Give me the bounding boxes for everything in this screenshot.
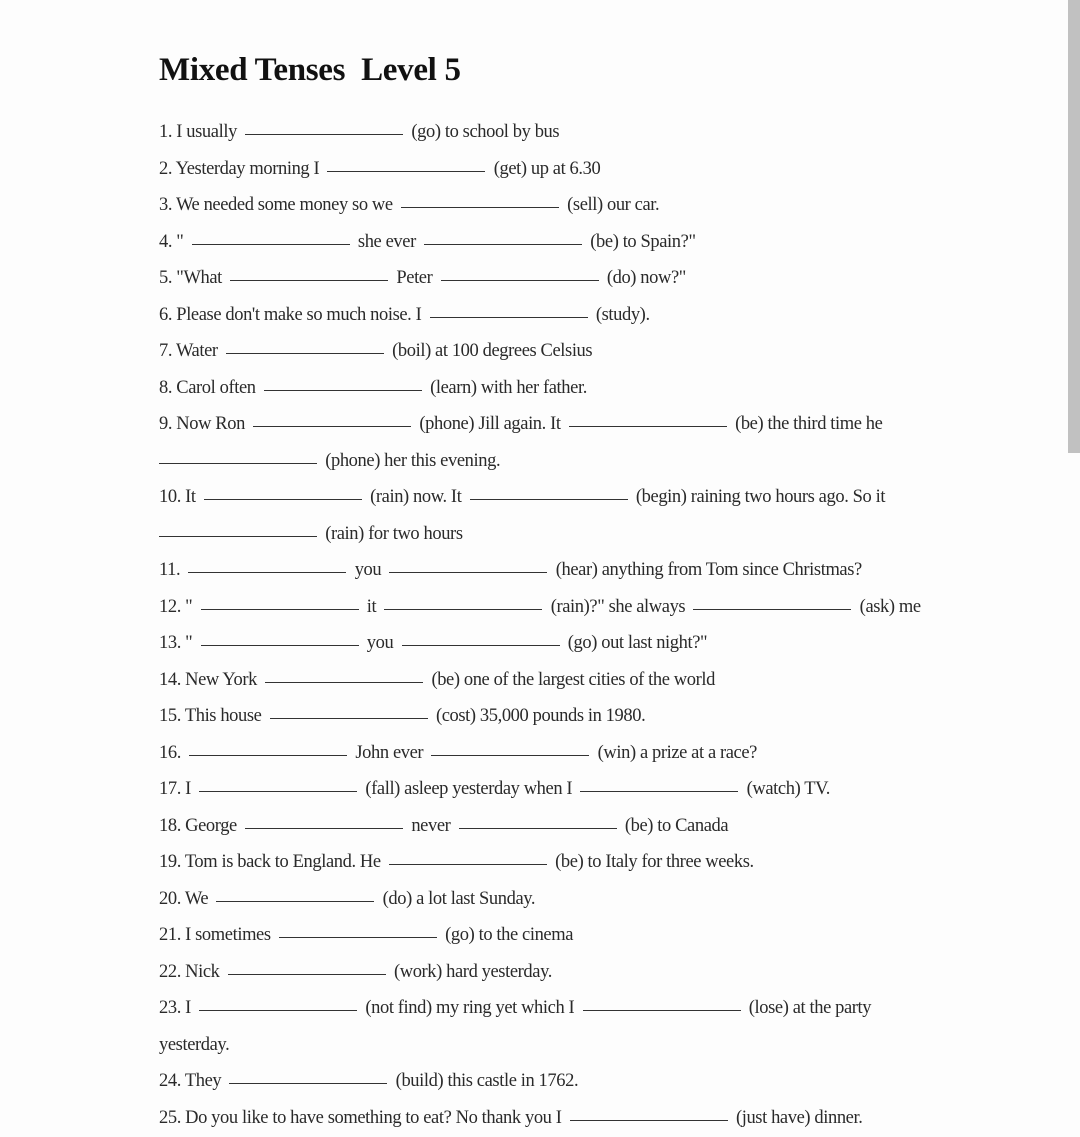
answer-blank[interactable] bbox=[230, 279, 388, 281]
exercise-text: (be) to Italy for three weeks. bbox=[550, 852, 754, 872]
exercise-item bbox=[159, 662, 979, 699]
answer-blank[interactable] bbox=[245, 133, 403, 135]
exercise-item bbox=[159, 917, 979, 954]
exercise-text: 24. They bbox=[159, 1071, 226, 1091]
exercise-text: John ever bbox=[351, 742, 428, 763]
exercise-list bbox=[159, 114, 979, 1136]
exercise-text: 16. bbox=[159, 742, 186, 763]
answer-blank[interactable] bbox=[199, 790, 357, 792]
exercise-text: (learn) with her father. bbox=[425, 377, 587, 398]
exercise-text: (work) hard yesterday. bbox=[389, 961, 552, 982]
exercise-text: (win) a prize at a race? bbox=[593, 742, 757, 763]
answer-blank[interactable] bbox=[389, 571, 547, 573]
exercise-text: 17. I bbox=[159, 779, 196, 799]
exercise-text: (hear) anything from Tom since Christmas? bbox=[551, 560, 862, 580]
answer-blank[interactable] bbox=[470, 498, 628, 500]
exercise-text: (be) to Canada bbox=[620, 815, 729, 836]
answer-blank[interactable] bbox=[229, 1082, 387, 1084]
answer-blank[interactable] bbox=[389, 863, 547, 865]
answer-blank[interactable] bbox=[459, 827, 617, 829]
exercise-text: (do) now?" bbox=[602, 268, 686, 288]
exercise-text: (cost) 35,000 pounds in 1980. bbox=[431, 706, 646, 726]
answer-blank[interactable] bbox=[401, 206, 559, 208]
exercise-text: she ever bbox=[353, 231, 421, 252]
answer-blank[interactable] bbox=[430, 316, 588, 318]
exercise-text: 6. Please don't make so much noise. I bbox=[159, 304, 426, 325]
answer-blank[interactable] bbox=[693, 608, 851, 610]
answer-blank[interactable] bbox=[159, 462, 317, 464]
answer-blank[interactable] bbox=[569, 425, 727, 427]
exercise-text: 13. " bbox=[159, 633, 197, 653]
exercise-text: 20. We bbox=[159, 888, 213, 909]
exercise-text: Peter bbox=[392, 268, 437, 288]
exercise-text: 4. " bbox=[159, 231, 188, 252]
exercise-text: (lose) at the party bbox=[744, 998, 872, 1018]
exercise-text: (go) to the cinema bbox=[440, 925, 574, 945]
exercise-text: (be) the third time he bbox=[730, 414, 883, 434]
exercise-text: 15. This house bbox=[159, 706, 266, 726]
answer-blank[interactable] bbox=[159, 535, 317, 537]
exercise-text: (go) to school by bus bbox=[407, 122, 560, 142]
answer-blank[interactable] bbox=[253, 425, 411, 427]
answer-blank[interactable] bbox=[264, 389, 422, 391]
exercise-text: 12. " bbox=[159, 596, 197, 617]
exercise-text: 25. Do you like to have something to eat? No thank you I bbox=[159, 1107, 566, 1128]
exercise-text: (fall) asleep yesterday when I bbox=[361, 779, 577, 799]
exercise-item bbox=[159, 333, 979, 370]
exercise-text: (be) to Spain?" bbox=[586, 231, 696, 252]
answer-blank[interactable] bbox=[201, 608, 359, 610]
exercise-text: 22. Nick bbox=[159, 961, 224, 982]
answer-blank[interactable] bbox=[188, 571, 346, 573]
answer-blank[interactable] bbox=[580, 790, 738, 792]
exercise-item-continuation bbox=[159, 1027, 979, 1064]
exercise-item bbox=[159, 260, 979, 297]
exercise-item bbox=[159, 844, 979, 881]
exercise-text: (go) out last night?" bbox=[563, 633, 708, 653]
exercise-item-continuation bbox=[159, 516, 979, 553]
answer-blank[interactable] bbox=[201, 644, 359, 646]
exercise-text: (boil) at 100 degrees Celsius bbox=[387, 341, 593, 361]
exercise-item bbox=[159, 881, 979, 918]
answer-blank[interactable] bbox=[226, 352, 384, 354]
answer-blank[interactable] bbox=[192, 243, 350, 245]
exercise-text: you bbox=[350, 560, 386, 580]
exercise-item bbox=[159, 151, 979, 188]
exercise-item bbox=[159, 187, 979, 224]
answer-blank[interactable] bbox=[431, 754, 589, 756]
answer-blank[interactable] bbox=[189, 754, 347, 756]
exercise-text: (sell) our car. bbox=[562, 195, 660, 215]
answer-blank[interactable] bbox=[199, 1009, 357, 1011]
exercise-text: (phone) Jill again. It bbox=[415, 414, 565, 434]
exercise-text: (get) up at 6.30 bbox=[489, 158, 601, 179]
answer-blank[interactable] bbox=[570, 1119, 728, 1121]
exercise-item bbox=[159, 589, 979, 626]
exercise-item bbox=[159, 406, 979, 443]
exercise-text: (do) a lot last Sunday. bbox=[378, 888, 536, 909]
exercise-text: (study). bbox=[591, 304, 650, 325]
answer-blank[interactable] bbox=[441, 279, 599, 281]
exercise-text: 14. New York bbox=[159, 669, 262, 690]
exercise-item bbox=[159, 735, 979, 772]
exercise-text: 1. I usually bbox=[159, 122, 242, 142]
answer-blank[interactable] bbox=[228, 973, 386, 975]
answer-blank[interactable] bbox=[265, 681, 423, 683]
exercise-text: (just have) dinner. bbox=[731, 1107, 863, 1128]
exercise-text: (begin) raining two hours ago. So it bbox=[631, 487, 886, 507]
answer-blank[interactable] bbox=[424, 243, 582, 245]
answer-blank[interactable] bbox=[327, 170, 485, 172]
exercise-text: yesterday. bbox=[159, 1034, 230, 1055]
exercise-text: 23. I bbox=[159, 998, 196, 1018]
exercise-text: (rain) for two hours bbox=[321, 523, 463, 544]
exercise-item bbox=[159, 625, 979, 662]
answer-blank[interactable] bbox=[216, 900, 374, 902]
exercise-item bbox=[159, 698, 979, 735]
exercise-text: (ask) me bbox=[855, 596, 921, 617]
exercise-item bbox=[159, 552, 979, 589]
exercise-text: 8. Carol often bbox=[159, 377, 260, 398]
worksheet-title: Mixed Tenses Level 5 bbox=[159, 52, 461, 88]
exercise-text: 18. George bbox=[159, 815, 242, 836]
exercise-text: it bbox=[362, 596, 381, 617]
exercise-text: (build) this castle in 1762. bbox=[391, 1071, 579, 1091]
exercise-item bbox=[159, 479, 979, 516]
answer-blank[interactable] bbox=[402, 644, 560, 646]
answer-blank[interactable] bbox=[270, 717, 428, 719]
exercise-text: 5. "What bbox=[159, 268, 227, 288]
exercise-text: 19. Tom is back to England. He bbox=[159, 852, 385, 872]
exercise-text: (phone) her this evening. bbox=[321, 450, 501, 471]
answer-blank[interactable] bbox=[384, 608, 542, 610]
exercise-text: (rain) now. It bbox=[365, 487, 466, 507]
exercise-item bbox=[159, 808, 979, 845]
exercise-item bbox=[159, 114, 979, 151]
exercise-text: (be) one of the largest cities of the world bbox=[427, 669, 715, 690]
exercise-text: (not find) my ring yet which I bbox=[361, 998, 579, 1018]
exercise-text: 3. We needed some money so we bbox=[159, 195, 397, 215]
exercise-text: 7. Water bbox=[159, 341, 222, 361]
exercise-text: 9. Now Ron bbox=[159, 414, 250, 434]
exercise-item bbox=[159, 990, 979, 1027]
exercise-item bbox=[159, 224, 979, 261]
exercise-item bbox=[159, 1100, 979, 1137]
exercise-text: 10. It bbox=[159, 487, 200, 507]
exercise-item bbox=[159, 1063, 979, 1100]
answer-blank[interactable] bbox=[583, 1009, 741, 1011]
exercise-text: you bbox=[362, 633, 398, 653]
exercise-text: (watch) TV. bbox=[742, 779, 830, 799]
exercise-item bbox=[159, 370, 979, 407]
exercise-text: (rain)?" she always bbox=[546, 596, 690, 617]
exercise-item bbox=[159, 954, 979, 991]
answer-blank[interactable] bbox=[204, 498, 362, 500]
exercise-item bbox=[159, 771, 979, 808]
exercise-item bbox=[159, 297, 979, 334]
exercise-item-continuation bbox=[159, 443, 979, 480]
exercise-text: 21. I sometimes bbox=[159, 925, 275, 945]
exercise-text: 11. bbox=[159, 560, 185, 580]
vertical-scrollbar[interactable] bbox=[1068, 0, 1080, 453]
exercise-text: never bbox=[407, 815, 455, 836]
answer-blank[interactable] bbox=[245, 827, 403, 829]
exercise-text: 2. Yesterday morning I bbox=[159, 158, 324, 179]
answer-blank[interactable] bbox=[279, 936, 437, 938]
